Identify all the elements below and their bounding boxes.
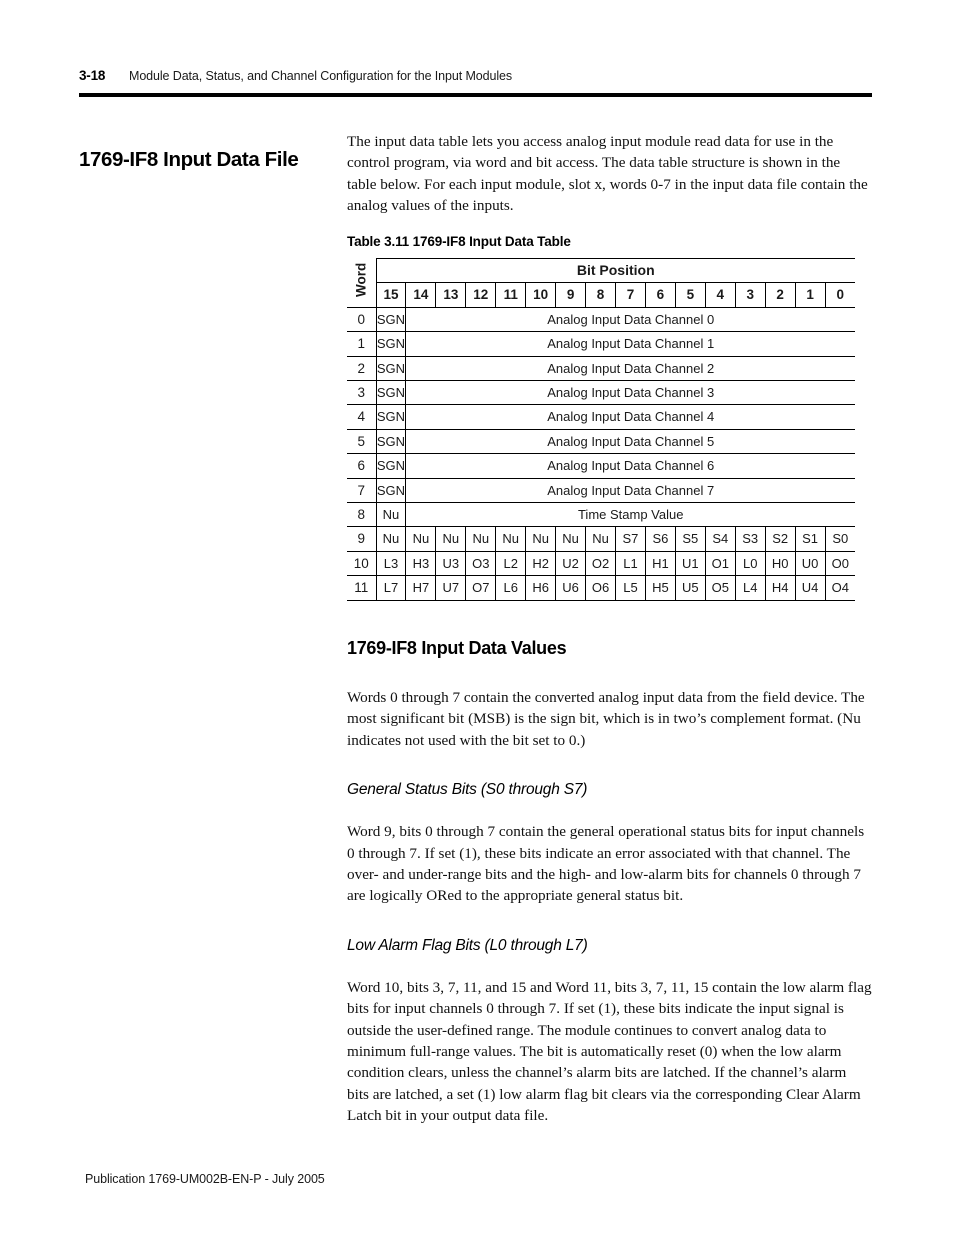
- bit-header-4: 4: [705, 283, 735, 307]
- cell-bit: Nu: [526, 527, 556, 551]
- cell-bit: H5: [645, 576, 675, 600]
- low-alarm-paragraph: Word 10, bits 3, 7, 11, and 15 and Word 11, bits 3, 7, 11, 15 contain the low alarm flag bits for input channels 0 through 7. If set (1), these bits indicate the input signal is outside the user-defined range. The module continues to convert analog data to minimum full-range values. The bit is automatically reset (0) when the low alarm condition clears, unless the channel’s alarm bits are latched. If the channel’s alarm bits are latched, a set (1) low alarm flag bit clears via the corresponding Clear Alarm Latch bit in your output data file.: [347, 978, 872, 1125]
- bit-header-9: 9: [556, 283, 586, 307]
- cell-bit: H0: [765, 551, 795, 575]
- bit-header-6: 6: [645, 283, 675, 307]
- cell-bit: Nu: [466, 527, 496, 551]
- cell-bit: U2: [556, 551, 586, 575]
- bit-header-12: 12: [466, 283, 496, 307]
- bit-header-1: 1: [795, 283, 825, 307]
- cell-bit15: SGN: [376, 405, 406, 429]
- values-paragraph: Words 0 through 7 contain the converted analog input data from the field device. The most significant bit (MSB) is the sign bit, which is in two’s complement format. (Nu indicates not used with the bit set to 0.): [347, 689, 865, 749]
- cell-bit: O2: [586, 551, 616, 575]
- bit-header-7: 7: [616, 283, 646, 307]
- bit-header-11: 11: [496, 283, 526, 307]
- cell-bit: U6: [556, 576, 586, 600]
- cell-bit: U7: [436, 576, 466, 600]
- cell-bit15: L3: [376, 551, 406, 575]
- cell-merged-description: Analog Input Data Channel 7: [406, 478, 855, 502]
- table-row: [347, 405, 855, 429]
- cell-bit: S0: [825, 527, 855, 551]
- cell-bit: O1: [705, 551, 735, 575]
- table-word-header: [347, 259, 376, 308]
- word-number: 2: [347, 356, 376, 380]
- values-section: [347, 638, 872, 1127]
- cell-bit: O6: [586, 576, 616, 600]
- cell-bit15: SGN: [376, 381, 406, 405]
- cell-merged-description: Analog Input Data Channel 2: [406, 356, 855, 380]
- cell-bit: H7: [406, 576, 436, 600]
- cell-bit15: Nu: [376, 503, 406, 527]
- cell-bit: O0: [825, 551, 855, 575]
- cell-merged-description: Analog Input Data Channel 5: [406, 429, 855, 453]
- table-row: [347, 454, 855, 478]
- page-title: 1769-IF8 Input Data File: [79, 147, 299, 171]
- cell-bit: L1: [616, 551, 646, 575]
- cell-merged-description: Analog Input Data Channel 4: [406, 405, 855, 429]
- cell-bit: Nu: [436, 527, 466, 551]
- cell-bit: U5: [675, 576, 705, 600]
- bit-header-15: 15: [376, 283, 406, 307]
- word-number: 3: [347, 381, 376, 405]
- table-row: [347, 527, 855, 551]
- cell-bit: U0: [795, 551, 825, 575]
- cell-bit: U4: [795, 576, 825, 600]
- cell-bit15: Nu: [376, 527, 406, 551]
- general-status-heading: General Status Bits (S0 through S7): [347, 781, 588, 799]
- intro-paragraph: The input data table lets you access analog input module read data for use in the control program, via word and bit access. The data table structure is shown in the table below. For each input module, slot x, words 0-7 in the input data file contain the analog values of the inputs.: [347, 133, 868, 215]
- header-chapter-title: Module Data, Status, and Channel Configuration for the Input Modules: [129, 69, 513, 83]
- cell-bit: O5: [705, 576, 735, 600]
- table-caption: Table 3.11 1769-IF8 Input Data Table: [347, 234, 571, 249]
- table-row: [347, 576, 855, 600]
- cell-bit: H3: [406, 551, 436, 575]
- bit-header-14: 14: [406, 283, 436, 307]
- cell-bit: H6: [526, 576, 556, 600]
- cell-bit15: SGN: [376, 429, 406, 453]
- values-heading: 1769-IF8 Input Data Values: [347, 638, 567, 658]
- cell-merged-description: Analog Input Data Channel 3: [406, 381, 855, 405]
- cell-bit: U3: [436, 551, 466, 575]
- cell-merged-description: Analog Input Data Channel 6: [406, 454, 855, 478]
- word-header-label: Word: [353, 262, 369, 297]
- bit-header-5: 5: [675, 283, 705, 307]
- bit-header-3: 3: [735, 283, 765, 307]
- page-header: [79, 68, 872, 83]
- word-number: 1: [347, 332, 376, 356]
- cell-bit: S7: [616, 527, 646, 551]
- table-row: [347, 381, 855, 405]
- page-number: 3-18: [79, 68, 106, 83]
- table-row: [347, 429, 855, 453]
- cell-bit15: SGN: [376, 307, 406, 331]
- bit-header-13: 13: [436, 283, 466, 307]
- bit-header-2: 2: [765, 283, 795, 307]
- table-row: [347, 551, 855, 575]
- word-number: 8: [347, 503, 376, 527]
- table-row: [347, 332, 855, 356]
- word-number: 4: [347, 405, 376, 429]
- input-data-table-wrap: [347, 258, 855, 601]
- cell-bit: L0: [735, 551, 765, 575]
- intro-block: [347, 131, 872, 217]
- word-number: 6: [347, 454, 376, 478]
- cell-bit: S2: [765, 527, 795, 551]
- bit-header-10: 10: [526, 283, 556, 307]
- bit-header-8: 8: [586, 283, 616, 307]
- cell-bit15: SGN: [376, 454, 406, 478]
- cell-bit: O3: [466, 551, 496, 575]
- cell-bit: H4: [765, 576, 795, 600]
- cell-bit: Nu: [496, 527, 526, 551]
- table-row: [347, 478, 855, 502]
- cell-bit: S1: [795, 527, 825, 551]
- bit-header-0: 0: [825, 283, 855, 307]
- cell-bit: Nu: [406, 527, 436, 551]
- cell-bit: U1: [675, 551, 705, 575]
- cell-bit: H2: [526, 551, 556, 575]
- input-data-table: [347, 258, 855, 601]
- general-status-paragraph: Word 9, bits 0 through 7 contain the general operational status bits for input channels 0 through 7. If set (1), these bits indicate an error associated with that channel. The over- and under-range bits and the high- and low-alarm bits for channels 0 through 7 are logically ORed to the appropriate general status bit.: [347, 823, 865, 905]
- cell-merged-description: Analog Input Data Channel 1: [406, 332, 855, 356]
- cell-bit15: SGN: [376, 356, 406, 380]
- table-row: [347, 307, 855, 331]
- cell-bit: S3: [735, 527, 765, 551]
- page-footer: Publication 1769-UM002B-EN-P - July 2005: [85, 1172, 325, 1186]
- cell-bit: L2: [496, 551, 526, 575]
- word-number: 5: [347, 429, 376, 453]
- cell-merged-description: Analog Input Data Channel 0: [406, 307, 855, 331]
- cell-bit: S5: [675, 527, 705, 551]
- table-caption-wrap: [347, 233, 571, 251]
- cell-bit: Nu: [556, 527, 586, 551]
- table-row: [347, 503, 855, 527]
- bit-position-header: Bit Position: [376, 259, 855, 283]
- cell-bit: L6: [496, 576, 526, 600]
- cell-bit15: SGN: [376, 478, 406, 502]
- header-rule: [79, 93, 872, 97]
- cell-bit: L4: [735, 576, 765, 600]
- cell-bit: S4: [705, 527, 735, 551]
- cell-bit: O4: [825, 576, 855, 600]
- table-row: [347, 356, 855, 380]
- word-number: 9: [347, 527, 376, 551]
- cell-bit: Nu: [586, 527, 616, 551]
- cell-bit: L5: [616, 576, 646, 600]
- word-number: 7: [347, 478, 376, 502]
- cell-bit: O7: [466, 576, 496, 600]
- low-alarm-heading: Low Alarm Flag Bits (L0 through L7): [347, 936, 588, 954]
- cell-bit15: SGN: [376, 332, 406, 356]
- word-number: 10: [347, 551, 376, 575]
- cell-bit: H1: [645, 551, 675, 575]
- cell-bit15: L7: [376, 576, 406, 600]
- word-number: 11: [347, 576, 376, 600]
- cell-merged-description: Time Stamp Value: [406, 503, 855, 527]
- word-number: 0: [347, 307, 376, 331]
- cell-bit: S6: [645, 527, 675, 551]
